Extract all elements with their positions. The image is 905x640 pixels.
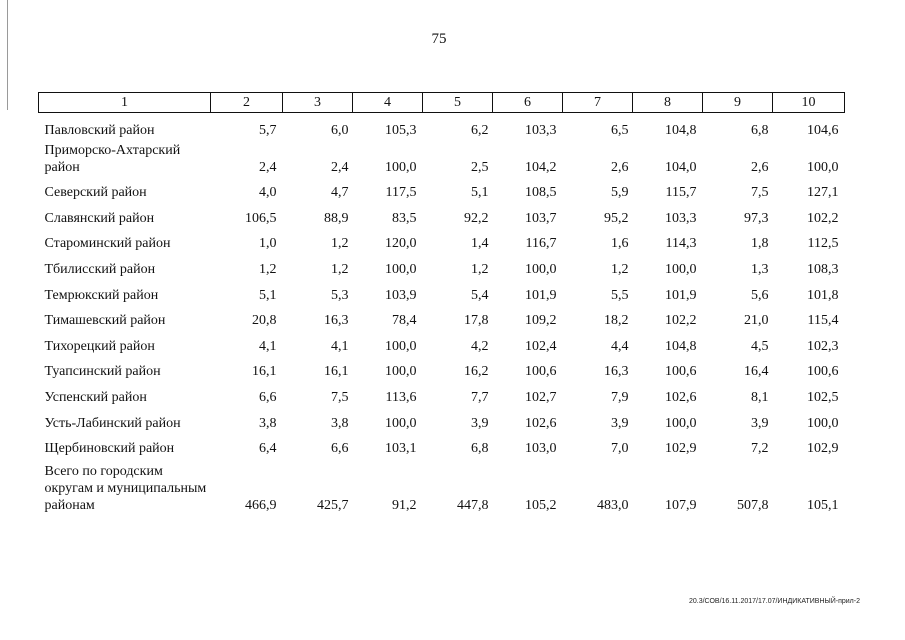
table-cell: 108,3 [807,261,839,277]
table-cell: 5,6 [751,287,769,303]
table-row [39,355,845,381]
table-cell: 1,0 [259,236,277,252]
table-cell: 1,4 [471,236,489,252]
table-cell: 91,2 [392,498,417,514]
table-cell: 16,4 [744,364,769,380]
table-row [39,406,845,432]
table-cell: 5,3 [331,287,349,303]
table-cell: 4,7 [331,185,349,201]
table-cell: 4,5 [751,338,769,354]
table-cell: 127,1 [807,185,839,201]
table-cell: 3,8 [259,415,277,431]
column-header: 9 [703,93,773,113]
table-row [39,201,845,227]
table-cell: 102,6 [665,389,697,405]
column-header: 2 [211,93,283,113]
district-name: Северский район [44,185,147,201]
table-cell: 6,6 [259,389,277,405]
table-cell: 104,2 [525,159,557,175]
table-cell: 115,7 [665,185,697,201]
table-row [39,113,845,139]
table-cell: 78,4 [392,313,417,329]
table-cell: 103,3 [525,122,557,138]
table-cell: 115,4 [807,313,839,329]
table-cell: 3,9 [611,415,629,431]
table-cell: 16,1 [252,364,277,380]
table-cell: 2,4 [259,159,277,175]
table-cell: 103,7 [525,210,557,226]
table-row [39,329,845,355]
table-cell: 5,1 [471,185,489,201]
table-cell: 447,8 [457,498,489,514]
table-cell: 3,9 [471,415,489,431]
table-cell: 101,9 [665,287,697,303]
district-name: Славянский район [44,210,155,226]
table-cell: 4,1 [259,338,277,354]
table-cell: 7,9 [611,389,629,405]
district-name: Тихорецкий район [44,338,155,354]
table-row [39,380,845,406]
table-cell: 18,2 [604,313,629,329]
table-cell: 102,3 [807,338,839,354]
table-cell: 1,2 [331,261,349,277]
table-cell: 102,9 [665,441,697,457]
table-cell: 113,6 [385,389,417,405]
table-cell: 5,9 [611,185,629,201]
table-cell: 16,3 [324,313,349,329]
table-cell: 83,5 [392,210,417,226]
table-cell: 100,0 [807,415,839,431]
table-cell: 2,6 [751,159,769,175]
table-cell: 106,5 [245,210,277,226]
table-cell: 1,2 [611,261,629,277]
column-header: 10 [773,93,845,113]
table-cell: 6,4 [259,441,277,457]
table-cell: 107,9 [665,498,697,514]
table-row [39,139,845,176]
table-cell: 507,8 [737,498,769,514]
table-cell: 20,8 [252,313,277,329]
table-cell: 425,7 [317,498,349,514]
table-cell: 103,0 [525,441,557,457]
column-header: 3 [283,93,353,113]
table-row [39,304,845,330]
table-row [39,176,845,202]
table-cell: 92,2 [464,210,489,226]
table-cell: 102,4 [525,338,557,354]
table-cell: 7,2 [751,441,769,457]
table-cell: 1,8 [751,236,769,252]
table-cell: 101,8 [807,287,839,303]
district-name: Туапсинский район [44,364,161,380]
column-header: 7 [563,93,633,113]
district-name: Павловский район [44,122,155,138]
table-cell: 7,5 [751,185,769,201]
table-cell: 6,6 [331,441,349,457]
table-cell: 100,0 [665,415,697,431]
table-cell: 104,0 [665,159,697,175]
table-cell: 100,0 [385,338,417,354]
table-cell: 97,3 [744,210,769,226]
margin-rule [7,0,8,110]
table-cell: 104,6 [807,122,839,138]
table-body [39,113,845,515]
table-cell: 105,2 [525,498,557,514]
table-cell: 6,2 [471,122,489,138]
indicator-table [38,92,845,514]
table-row [39,227,845,253]
table-cell: 17,8 [464,313,489,329]
table-cell: 3,9 [751,415,769,431]
table-cell: 102,5 [807,389,839,405]
table-cell: 5,5 [611,287,629,303]
table-cell: 102,2 [807,210,839,226]
table-cell: 16,3 [604,364,629,380]
table-cell: 6,8 [471,441,489,457]
table-cell: 105,1 [807,498,839,514]
table-cell: 102,7 [525,389,557,405]
table-cell: 103,9 [385,287,417,303]
table-cell: 103,1 [385,441,417,457]
district-name: Тбилисский район [44,261,156,277]
district-name: Всего по городским округам и муниципальным районам [44,464,207,514]
district-name: Успенский район [44,389,147,405]
table-cell: 88,9 [324,210,349,226]
page-number: 75 [431,31,447,47]
table-cell: 100,0 [807,159,839,175]
table-cell: 483,0 [597,498,629,514]
table-cell: 1,3 [751,261,769,277]
district-name: Приморско-Ахтарский район [44,142,181,175]
table-cell: 6,5 [611,122,629,138]
table-cell: 102,6 [525,415,557,431]
table-cell: 4,2 [471,338,489,354]
table-row [39,432,845,458]
table-cell: 5,7 [259,122,277,138]
table-cell: 2,4 [331,159,349,175]
table-cell: 100,0 [385,261,417,277]
table-cell: 100,6 [525,364,557,380]
column-header: 4 [353,93,423,113]
district-name: Усть-Лабинский район [44,415,181,431]
table-cell: 5,1 [259,287,277,303]
table-cell: 100,6 [665,364,697,380]
table-cell: 114,3 [665,236,697,252]
table-cell: 1,2 [471,261,489,277]
district-name: Староминский район [44,236,171,252]
table-cell: 102,9 [807,441,839,457]
table-cell: 100,0 [385,415,417,431]
table-cell: 8,1 [751,389,769,405]
table-cell: 7,7 [471,389,489,405]
table-cell: 4,4 [611,338,629,354]
table-cell: 100,0 [525,261,557,277]
table-cell: 4,1 [331,338,349,354]
table-cell: 16,2 [464,364,489,380]
table-cell: 117,5 [385,185,417,201]
table-cell: 105,3 [385,122,417,138]
table-cell: 116,7 [525,236,557,252]
table-cell: 109,2 [525,313,557,329]
document-code: 20.3/СОВ/16.11.2017/17.07/ИНДИКАТИВНЫЙ-прил-2 [688,598,860,605]
column-header: 1 [39,93,211,113]
table-cell: 104,8 [665,338,697,354]
table-cell: 16,1 [324,364,349,380]
table-cell: 95,2 [604,210,629,226]
table-cell: 100,0 [385,364,417,380]
table-cell: 6,8 [751,122,769,138]
table-cell: 120,0 [385,236,417,252]
table-cell: 466,9 [245,498,277,514]
table-row [39,278,845,304]
table-cell: 103,3 [665,210,697,226]
table-cell: 1,6 [611,236,629,252]
table-cell: 1,2 [259,261,277,277]
table-cell: 3,8 [331,415,349,431]
table-row [39,457,845,514]
table-cell: 100,0 [385,159,417,175]
table-header-row [39,93,845,113]
table-cell: 100,0 [665,261,697,277]
district-name: Тимашевский район [44,313,166,329]
column-header: 6 [493,93,563,113]
table-cell: 100,6 [807,364,839,380]
table-cell: 7,5 [331,389,349,405]
table-cell: 21,0 [744,313,769,329]
district-name: Темрюкский район [44,287,159,303]
table-cell: 1,2 [331,236,349,252]
table-cell: 112,5 [807,236,839,252]
table-cell: 108,5 [525,185,557,201]
table-cell: 101,9 [525,287,557,303]
table-cell: 4,0 [259,185,277,201]
table-cell: 2,5 [471,159,489,175]
column-header: 5 [423,93,493,113]
district-name: Щербиновский район [44,441,175,457]
table-cell: 102,2 [665,313,697,329]
table-cell: 2,6 [611,159,629,175]
table-cell: 6,0 [331,122,349,138]
table-cell: 5,4 [471,287,489,303]
table-row [39,252,845,278]
column-header: 8 [633,93,703,113]
table-cell: 7,0 [611,441,629,457]
table-cell: 104,8 [665,122,697,138]
